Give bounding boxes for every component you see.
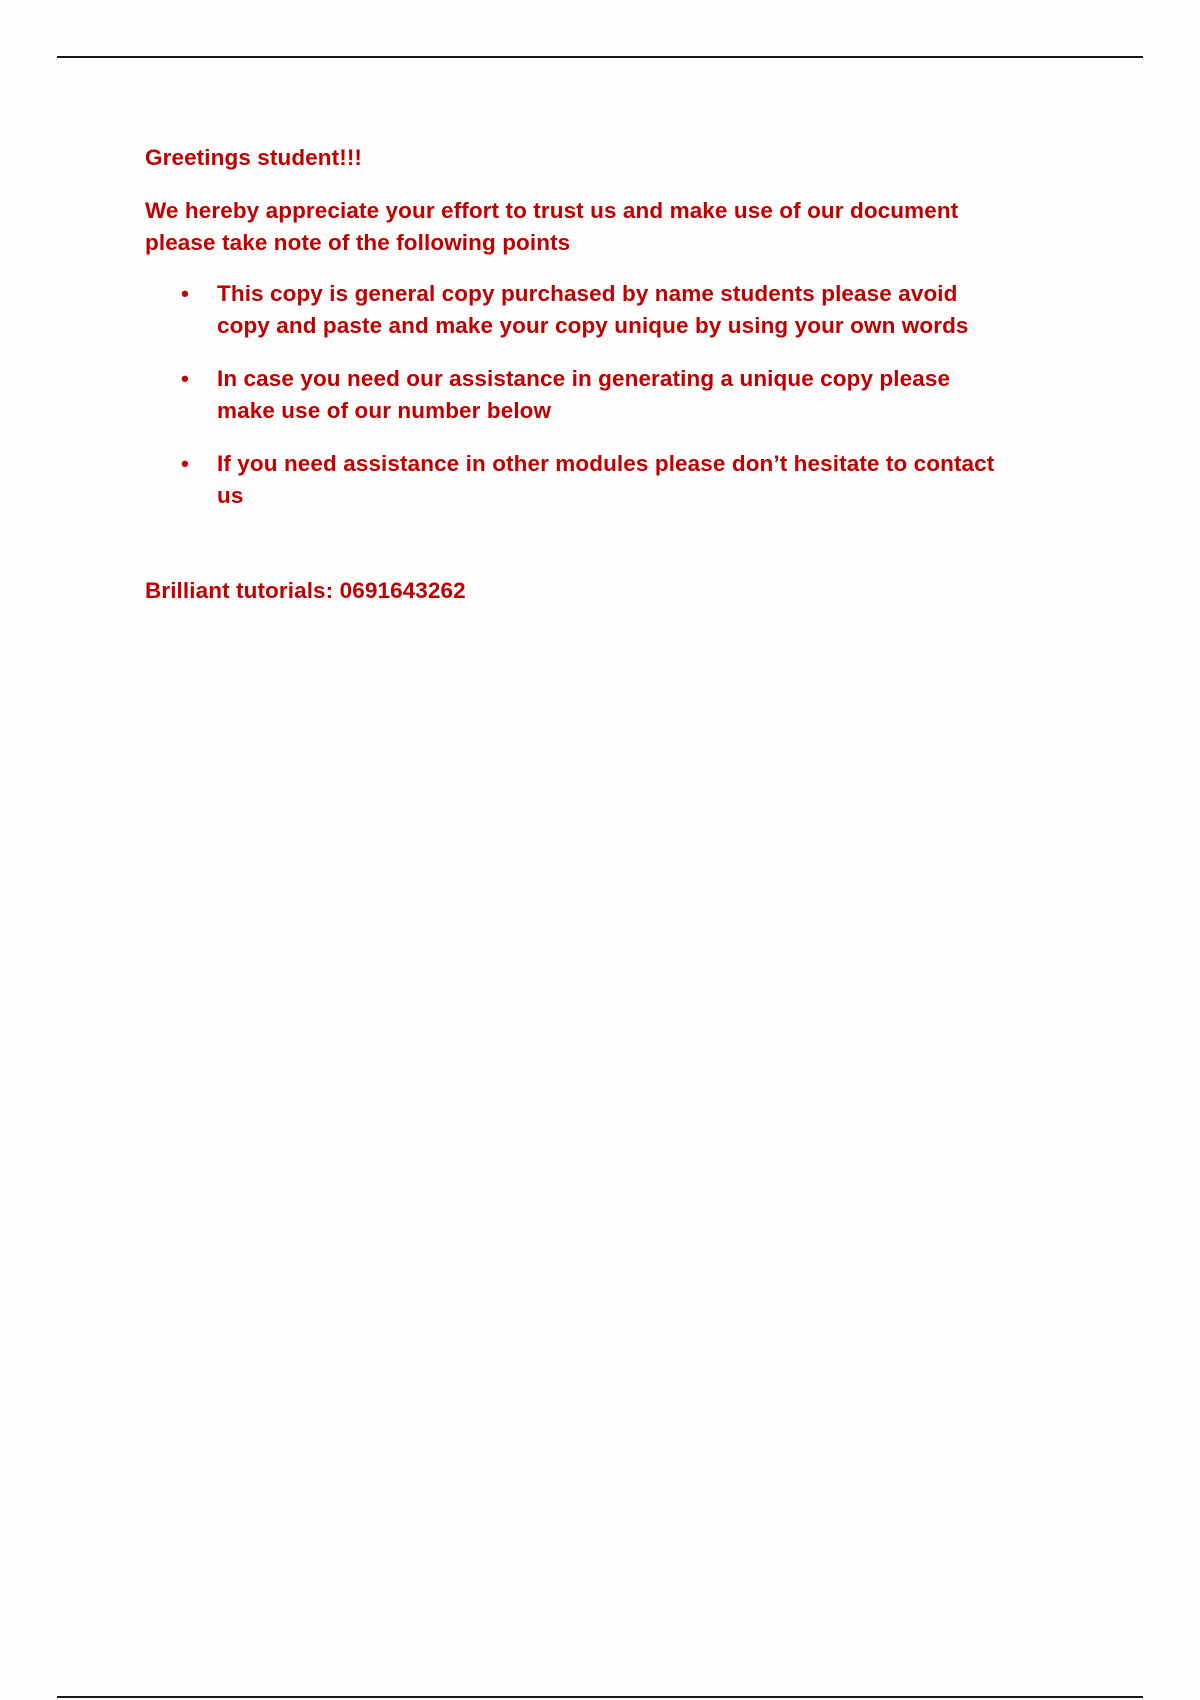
intro-line: please take note of the following points [145, 230, 571, 255]
list-item-line: If you need assistance in other modules please don’t hesitate to contact [217, 450, 995, 476]
bullet-icon: • [181, 450, 189, 476]
intro-line: We hereby appreciate your effort to trust us and make use of our document [145, 197, 959, 223]
list-item-line: make use of our number below [217, 398, 552, 423]
contact-line: Brilliant tutorials: 0691643262 [145, 577, 466, 603]
footer-rule [57, 1696, 1143, 1698]
list-item-unique-copy [145, 278, 1065, 343]
intro-paragraph [145, 195, 1065, 260]
notice-content [145, 142, 1065, 607]
list-item-line: us [217, 483, 244, 508]
list-item-line: This copy is general copy purchased by name students please avoid [217, 280, 958, 306]
points-list [145, 278, 1065, 513]
bullet-icon: • [181, 280, 189, 306]
list-item-line: In case you need our assistance in generating a unique copy please [217, 365, 951, 391]
greeting-heading: Greetings student!!! [145, 145, 363, 170]
bullet-icon: • [181, 365, 189, 391]
list-item-line: copy and paste and make your copy unique by using your own words [217, 313, 969, 338]
list-item-other-modules [145, 448, 1065, 513]
header-rule [57, 56, 1143, 58]
list-item-assistance [145, 363, 1065, 428]
